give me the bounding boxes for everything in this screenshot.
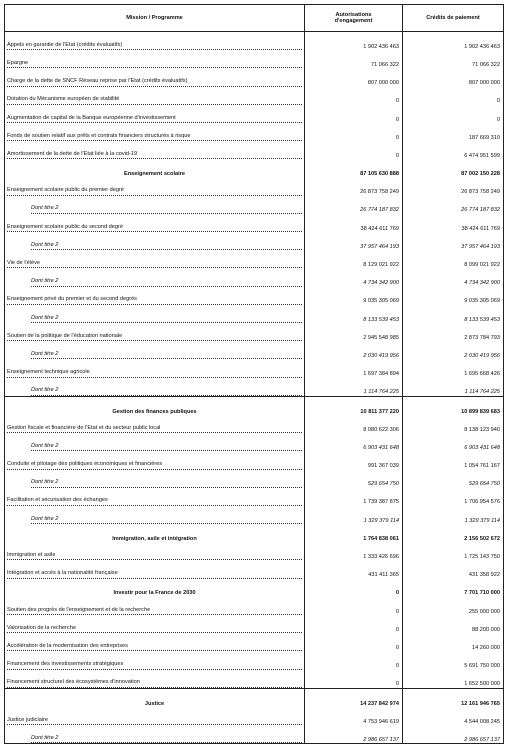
row-label-cell — [5, 470, 305, 488]
autorisations-value: 4 734 342 900 — [305, 268, 403, 286]
row-label: Dont titre 2 — [31, 278, 302, 286]
titre2-row — [5, 506, 504, 524]
row-label: Valorisation de la recherche — [7, 625, 302, 633]
credits-value: 14 260 000 — [403, 633, 504, 651]
mission-row — [5, 396, 504, 415]
row-label: Enseignement scolaire public du second degré — [7, 224, 302, 232]
programme-row — [5, 651, 504, 669]
header-credits: Crédits de paiement — [403, 5, 504, 32]
programme-row — [5, 178, 504, 196]
programme-row — [5, 87, 504, 105]
row-label: Justice — [144, 700, 165, 707]
programme-row — [5, 32, 504, 51]
credits-value: 1 902 436 463 — [403, 32, 504, 51]
row-label: Dont titre 2 — [31, 242, 302, 250]
autorisations-value: 1 697 384 894 — [305, 359, 403, 377]
titre2-row — [5, 232, 504, 250]
autorisations-value: 0 — [305, 651, 403, 669]
autorisations-value: 529 654 750 — [305, 470, 403, 488]
autorisations-value: 6 903 431 648 — [305, 433, 403, 451]
programme-row — [5, 633, 504, 651]
credits-value: 0 — [403, 105, 504, 123]
autorisations-value: 8 133 539 453 — [305, 305, 403, 323]
row-label: Dont titre 2 — [31, 443, 302, 451]
row-label: Amortissement de la dette de l'Etat liée à la covid-19 — [7, 151, 302, 159]
budget-table — [4, 4, 504, 744]
row-label-cell — [5, 32, 305, 51]
row-label: Justice judiciaire — [7, 717, 302, 725]
programme-row — [5, 141, 504, 159]
autorisations-value: 0 — [305, 141, 403, 159]
autorisations-value: 1 333 426 696 — [305, 542, 403, 560]
row-label-cell — [5, 670, 305, 689]
programme-row — [5, 250, 504, 268]
row-label: Vie de l'élève — [7, 260, 302, 268]
row-label: Fonds de soutien relatif aux prêts et contrats financiers structurés à risque — [7, 133, 302, 141]
row-label: Soutien de la politique de l'éducation nationale — [7, 333, 302, 341]
titre2-row — [5, 196, 504, 214]
credits-value: 5 691 750 000 — [403, 651, 504, 669]
credits-value: 4 734 342 900 — [403, 268, 504, 286]
autorisations-value: 0 — [305, 123, 403, 141]
row-label-cell — [5, 688, 305, 707]
programme-row — [5, 670, 504, 689]
programme-row — [5, 323, 504, 341]
autorisations-value: 0 — [305, 615, 403, 633]
programme-row — [5, 542, 504, 560]
table-header-row — [5, 5, 504, 32]
row-label: Immigration, asile et intégration — [112, 535, 197, 542]
row-label: Gestion des finances publiques — [112, 408, 197, 415]
mission-row — [5, 159, 504, 177]
row-label: Investir pour la France de 2030 — [113, 590, 196, 597]
programme-row — [5, 415, 504, 433]
autorisations-value: 0 — [305, 597, 403, 615]
credits-value: 26 873 758 249 — [403, 178, 504, 196]
row-label-cell — [5, 560, 305, 578]
titre2-row — [5, 268, 504, 286]
header-autorisations-line1: Autorisations — [335, 11, 372, 18]
credits-value: 8 138 123 940 — [403, 415, 504, 433]
programme-row — [5, 560, 504, 578]
autorisations-value: 0 — [305, 633, 403, 651]
row-label-cell — [5, 415, 305, 433]
row-label-cell — [5, 597, 305, 615]
credits-value: 2 986 657 137 — [403, 725, 504, 744]
row-label: Financement structurel des écosystèmes d'innovation — [7, 679, 302, 687]
autorisations-value: 4 753 946 619 — [305, 707, 403, 725]
credits-value: 2 156 502 672 — [403, 524, 504, 542]
credits-value: 255 000 000 — [403, 597, 504, 615]
credits-value: 88 200 000 — [403, 615, 504, 633]
row-label: Charge de la dette de SNCF Réseau reprise par l'Etat (crédits évaluatifs) — [7, 78, 302, 86]
row-label-cell — [5, 196, 305, 214]
titre2-row — [5, 378, 504, 397]
row-label: Financement des investissements stratégiques — [7, 661, 302, 669]
credits-value: 0 — [403, 87, 504, 105]
autorisations-value: 1 114 764 225 — [305, 378, 403, 397]
autorisations-value: 0 — [305, 105, 403, 123]
autorisations-value: 807 000 000 — [305, 68, 403, 86]
autorisations-value: 14 237 842 974 — [305, 688, 403, 707]
autorisations-value: 2 030 419 956 — [305, 341, 403, 359]
table-body — [5, 32, 504, 744]
credits-value: 1 054 761 167 — [403, 451, 504, 469]
row-label-cell — [5, 68, 305, 86]
row-label-cell — [5, 579, 305, 597]
credits-value: 6 474 951 599 — [403, 141, 504, 159]
programme-row — [5, 214, 504, 232]
row-label: Soutien des progrès de l'enseignement et de la recherche — [7, 607, 302, 615]
row-label-cell — [5, 214, 305, 232]
programme-row — [5, 359, 504, 377]
credits-value: 38 424 611 769 — [403, 214, 504, 232]
titre2-row — [5, 725, 504, 744]
credits-value: 1 706 954 576 — [403, 488, 504, 506]
row-label-cell — [5, 232, 305, 250]
row-label-cell — [5, 178, 305, 196]
credits-value: 431 358 922 — [403, 560, 504, 578]
row-label-cell — [5, 633, 305, 651]
header-autorisations — [305, 5, 403, 32]
credits-value: 1 695 668 426 — [403, 359, 504, 377]
credits-value: 8 133 539 453 — [403, 305, 504, 323]
credits-value: 1 114 764 225 — [403, 378, 504, 397]
programme-row — [5, 707, 504, 725]
autorisations-value: 26 873 758 249 — [305, 178, 403, 196]
programme-row — [5, 105, 504, 123]
row-label: Dont titre 2 — [31, 479, 302, 487]
titre2-row — [5, 470, 504, 488]
row-label: Facilitation et sécurisation des échanges — [7, 497, 302, 505]
autorisations-value: 1 739 387 875 — [305, 488, 403, 506]
autorisations-value: 0 — [305, 579, 403, 597]
programme-row — [5, 50, 504, 68]
programme-row — [5, 287, 504, 305]
row-label-cell — [5, 105, 305, 123]
row-label-cell — [5, 250, 305, 268]
programme-row — [5, 123, 504, 141]
row-label: Augmentation de capital de la Banque européenne d'investissement — [7, 115, 302, 123]
autorisations-value: 1 902 436 463 — [305, 32, 403, 51]
row-label-cell — [5, 87, 305, 105]
autorisations-value: 9 035 305 069 — [305, 287, 403, 305]
autorisations-value: 1 329 379 114 — [305, 506, 403, 524]
autorisations-value: 2 945 548 985 — [305, 323, 403, 341]
credits-value: 1 329 379 114 — [403, 506, 504, 524]
row-label: Dont titre 2 — [31, 205, 302, 213]
row-label: Gestion fiscale et financière de l'Etat et du secteur public local — [7, 425, 302, 433]
row-label-cell — [5, 305, 305, 323]
credits-value: 1 652 500 000 — [403, 670, 504, 689]
programme-row — [5, 451, 504, 469]
row-label-cell — [5, 268, 305, 286]
row-label-cell — [5, 542, 305, 560]
autorisations-value: 8 080 622 306 — [305, 415, 403, 433]
autorisations-value: 26 774 187 832 — [305, 196, 403, 214]
credits-value: 9 035 305 069 — [403, 287, 504, 305]
row-label-cell — [5, 159, 305, 177]
row-label-cell — [5, 378, 305, 397]
row-label-cell — [5, 506, 305, 524]
row-label-cell — [5, 141, 305, 159]
autorisations-value: 1 764 838 061 — [305, 524, 403, 542]
row-label: Intégration et accès à la nationalité française — [7, 570, 302, 578]
programme-row — [5, 615, 504, 633]
row-label: Dont titre 2 — [31, 735, 302, 743]
autorisations-value: 38 424 611 769 — [305, 214, 403, 232]
credits-value: 6 903 431 648 — [403, 433, 504, 451]
credits-value: 807 000 000 — [403, 68, 504, 86]
row-label: Dont titre 2 — [31, 516, 302, 524]
programme-row — [5, 597, 504, 615]
titre2-row — [5, 305, 504, 323]
autorisations-value: 0 — [305, 87, 403, 105]
credits-value: 8 099 021 922 — [403, 250, 504, 268]
row-label: Dont titre 2 — [31, 387, 302, 395]
credits-value: 2 030 419 956 — [403, 341, 504, 359]
row-label: Enseignement privé du premier et du second degrés — [7, 296, 302, 304]
row-label-cell — [5, 451, 305, 469]
programme-row — [5, 488, 504, 506]
row-label: Dont titre 2 — [31, 315, 302, 323]
autorisations-value: 71 066 322 — [305, 50, 403, 68]
credits-value: 12 161 946 765 — [403, 688, 504, 707]
credits-value: 4 544 008 245 — [403, 707, 504, 725]
row-label: Immigration et asile — [7, 552, 302, 560]
row-label: Accélération de la modernisation des entreprises — [7, 643, 302, 651]
autorisations-value: 0 — [305, 670, 403, 689]
header-autorisations-line2: d'engagement — [334, 18, 373, 24]
credits-value: 7 701 710 000 — [403, 579, 504, 597]
credits-value: 2 873 784 793 — [403, 323, 504, 341]
credits-value: 71 066 322 — [403, 50, 504, 68]
row-label: Dont titre 2 — [31, 351, 302, 359]
row-label: Dotation du Mécanisme européen de stabilité — [7, 96, 302, 104]
row-label-cell — [5, 323, 305, 341]
row-label: Enseignement scolaire — [124, 171, 185, 178]
mission-row — [5, 524, 504, 542]
autorisations-value: 431 411 365 — [305, 560, 403, 578]
credits-value: 26 774 187 832 — [403, 196, 504, 214]
credits-value: 37 957 464 193 — [403, 232, 504, 250]
autorisations-value: 8 129 021 922 — [305, 250, 403, 268]
row-label-cell — [5, 50, 305, 68]
autorisations-value: 10 811 377 220 — [305, 396, 403, 415]
row-label-cell — [5, 615, 305, 633]
credits-value: 187 669 310 — [403, 123, 504, 141]
autorisations-value: 991 367 039 — [305, 451, 403, 469]
row-label-cell — [5, 341, 305, 359]
autorisations-value: 2 986 657 137 — [305, 725, 403, 744]
row-label: Conduite et pilotage des politiques économiques et financières — [7, 461, 302, 469]
titre2-row — [5, 433, 504, 451]
row-label-cell — [5, 488, 305, 506]
row-label-cell — [5, 524, 305, 542]
row-label: Enseignement technique agricole — [7, 369, 302, 377]
row-label-cell — [5, 359, 305, 377]
row-label-cell — [5, 707, 305, 725]
mission-row — [5, 688, 504, 707]
programme-row — [5, 68, 504, 86]
row-label: Epargne — [7, 60, 302, 68]
row-label-cell — [5, 725, 305, 744]
row-label-cell — [5, 651, 305, 669]
row-label-cell — [5, 287, 305, 305]
autorisations-value: 37 957 464 193 — [305, 232, 403, 250]
credits-value: 10 899 839 683 — [403, 396, 504, 415]
row-label: Appels en garantie de l'Etat (crédits évaluatifs) — [7, 42, 302, 50]
row-label-cell — [5, 123, 305, 141]
mission-row — [5, 579, 504, 597]
credits-value: 1 725 143 750 — [403, 542, 504, 560]
credits-value: 529 654 750 — [403, 470, 504, 488]
row-label: Enseignement scolaire public du premier degré — [7, 187, 302, 195]
autorisations-value: 87 105 630 888 — [305, 159, 403, 177]
titre2-row — [5, 341, 504, 359]
row-label-cell — [5, 396, 305, 415]
credits-value: 87 002 150 228 — [403, 159, 504, 177]
header-mission: Mission / Programme — [5, 5, 305, 32]
row-label-cell — [5, 433, 305, 451]
